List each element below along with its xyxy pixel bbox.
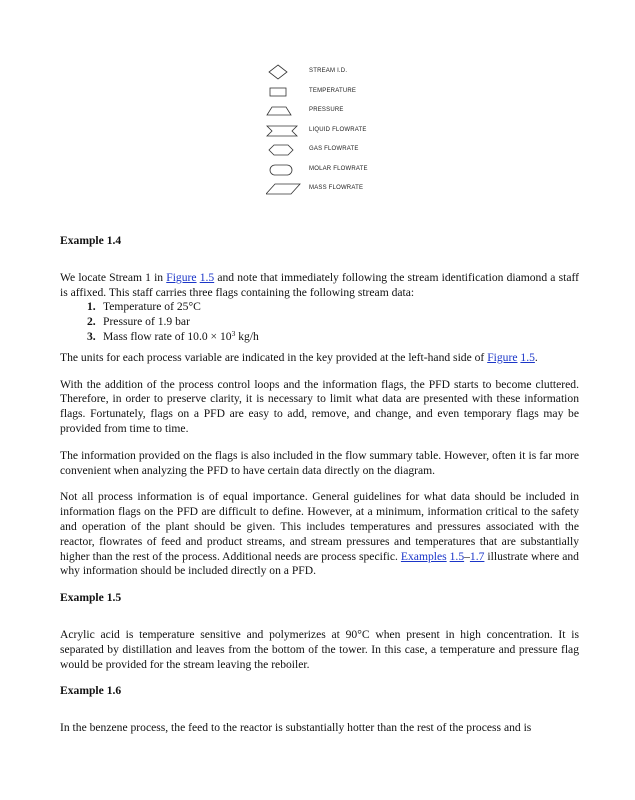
legend-item-pressure	[266, 102, 406, 122]
paragraph: The units for each process variable are indicated in the key provided at the left-hand side of Figure 1.5.	[60, 350, 538, 364]
trapezoid-icon	[266, 103, 294, 121]
legend-label: MASS FLOWRATE	[309, 185, 364, 191]
stream-data-list	[60, 300, 579, 344]
legend-item-liquid-flowrate	[266, 122, 406, 142]
list-item: 1. Temperature of 25°C	[87, 300, 201, 314]
paragraph: In the benzene process, the feed to the reactor is substantially hotter than the rest of the process and is	[60, 721, 532, 735]
legend-item-gas-flowrate	[266, 141, 406, 161]
example-1-5-link[interactable]: 1.5	[449, 549, 465, 563]
figure-link[interactable]: Figure	[166, 270, 197, 284]
hexagon-icon	[266, 142, 296, 160]
page-content	[60, 234, 579, 736]
example-1-7-link[interactable]: 1.7	[469, 549, 485, 563]
paragraph: With the addition of the process control loops and the information flags, the PFD starts to become cluttered. Therefore, in order to preserve clarity, it is necessary to limit what data are presented with these information flags. Fortunately, flags on a PFD are easy to add, remove, and change, and even temporary flags may be provided from time to time.	[60, 377, 579, 435]
example-heading: Example 1.4	[60, 234, 122, 247]
legend-label: STREAM I.D.	[309, 68, 348, 74]
legend-item-temperature	[266, 83, 406, 103]
example-heading: Example 1.5	[60, 591, 122, 605]
paragraph: Acrylic acid is temperature sensitive and polymerizes at 90°C when present in high concentration. It is separated by distillation and leaves from the bottom of the tower. In this case, a temperature and pressure flag would be provided for the stream leaving the reboiler.	[60, 627, 579, 671]
parallelogram-icon	[266, 181, 302, 199]
list-item: 2. Pressure of 1.9 bar	[87, 315, 190, 329]
legend-item-stream-id	[266, 63, 406, 83]
figure-link[interactable]: Figure	[487, 350, 518, 364]
legend-label: LIQUID FLOWRATE	[309, 126, 367, 133]
legend-label: GAS FLOWRATE	[309, 146, 359, 152]
legend-label: MOLAR FLOWRATE	[309, 165, 368, 172]
paragraph: The information provided on the flags is also included in the flow summary table. However, often it is far more convenient when analyzing the PFD to have certain data directly on the diagram.	[60, 448, 579, 477]
examples-link[interactable]: Examples	[400, 549, 447, 563]
paragraph: We locate Stream 1 in Figure 1.5 and note that immediately following the stream identification diamond a staff is affixed. This staff carries three flags containing the following stream data:	[60, 270, 579, 299]
legend-item-mass-flowrate	[266, 180, 406, 200]
bowtie-icon	[266, 123, 300, 141]
legend-label: TEMPERATURE	[309, 87, 357, 94]
rectangle-icon	[266, 84, 290, 102]
legend-item-molar-flowrate	[266, 161, 406, 181]
rounded-rectangle-icon	[266, 162, 296, 180]
figure-number-link[interactable]: 1.5	[520, 350, 535, 364]
example-heading: Example 1.6	[60, 684, 122, 698]
figure-number-link[interactable]: 1.5	[199, 270, 215, 284]
flag-legend	[266, 63, 406, 200]
paragraph: Not all process information is of equal importance. General guidelines for what data should be included in information flags on the PFD are difficult to define. However, at a minimum, information critical to the safety and operation of the plant should be given. This includes temperatures and pressures associated with the reactor, flowrates of feed and product streams, and stream pressures and temperatures that are substantially higher than the rest of the process. Additional needs are process specific. Examples 1.5–1.7 illustrate where and why information should be included directly on a PFD.	[60, 490, 579, 578]
diamond-icon	[266, 64, 290, 82]
list-item: 3. Mass flow rate of $10.0 \times 10^3$ kg/h	[87, 328, 259, 343]
legend-label: PRESSURE	[309, 107, 344, 113]
